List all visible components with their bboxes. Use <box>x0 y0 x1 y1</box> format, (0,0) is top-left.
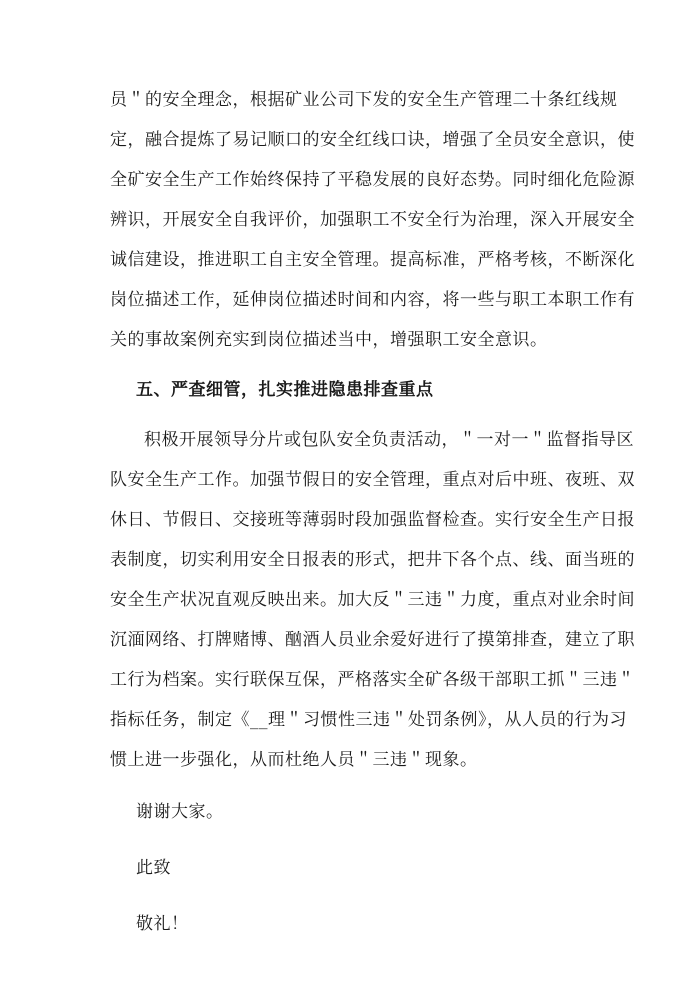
paragraph-line: 指标任务，制定《__理＂习惯性三违＂处罚条例》，从人员的行为习 <box>110 710 627 730</box>
paragraph-line: 队安全生产工作。加强节假日的安全管理，重点对后中班、夜班、双 <box>110 470 635 490</box>
paragraph-line: 惯上进一步强化，从而杜绝人员＂三违＂现象。 <box>110 750 478 770</box>
paragraph-line: 沉湎网络、打牌赌博、酗酒人员业余爱好进行了摸第排查，建立了职 <box>110 630 635 650</box>
paragraph-line: 积极开展领导分片或包队安全负责活动，＂一对一＂监督指导区 <box>144 430 634 450</box>
document-page <box>110 80 635 944</box>
paragraph-line: 表制度，切实利用安全日报表的形式，把井下各个点、线、面当班的 <box>110 550 635 570</box>
paragraph-line: 诚信建设，推进职工自主安全管理。提高标准，严格考核，不断深化 <box>110 250 635 270</box>
section-heading: 五、严查细管，扎实推进隐患排查重点 <box>136 380 434 400</box>
closing-regards: 敬礼！ <box>136 914 189 934</box>
paragraph-line: 定，融合提炼了易记顺口的安全红线口诀，增强了全员安全意识，使 <box>110 130 635 150</box>
closing-thanks: 谢谢大家。 <box>136 802 224 822</box>
paragraph-line: 员＂的安全理念，根据矿业公司下发的安全生产管理二十条红线规 <box>110 90 618 110</box>
paragraph-line: 岗位描述工作，延伸岗位描述时间和内容，将一些与职工本职工作有 <box>110 290 635 310</box>
paragraph-line: 安全生产状况直观反映出来。加大反＂三违＂力度，重点对业余时间 <box>110 590 635 610</box>
paragraph-line: 辨识，开展安全自我评价，加强职工不安全行为治理，深入开展安全 <box>110 210 635 230</box>
paragraph-line: 休日、节假日、交接班等薄弱时段加强监督检查。实行安全生产日报 <box>110 510 635 530</box>
paragraph-line: 全矿安全生产工作始终保持了平稳发展的良好态势。同时细化危险源 <box>110 170 635 190</box>
paragraph-line: 工行为档案。实行联保互保，严格落实全矿各级干部职工抓＂三违＂ <box>110 670 635 690</box>
body-paragraph-1 <box>110 80 635 360</box>
body-paragraph-2 <box>110 420 635 780</box>
closing-salutation: 此致 <box>136 858 171 878</box>
paragraph-line: 关的事故案例充实到岗位描述当中，增强职工安全意识。 <box>110 330 548 350</box>
